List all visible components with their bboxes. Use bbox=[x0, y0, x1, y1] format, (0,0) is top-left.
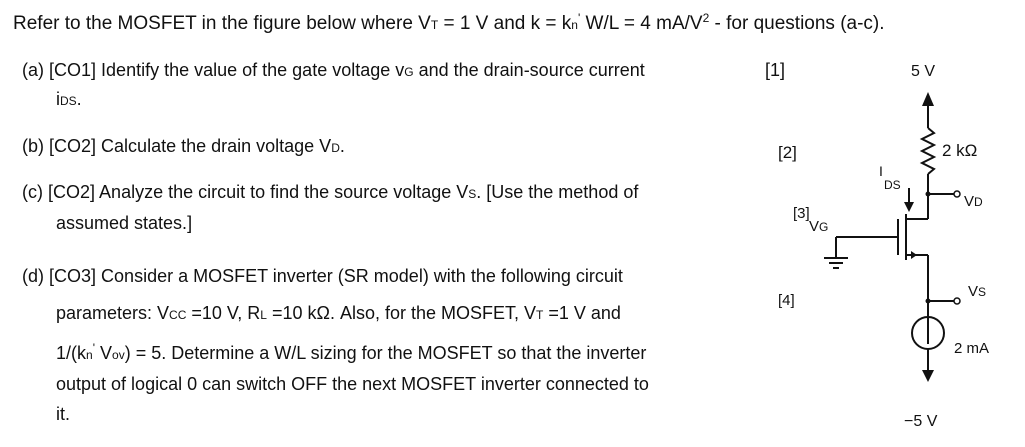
marks-d: [4] bbox=[778, 292, 795, 309]
question-c-line2: assumed states.] bbox=[56, 213, 193, 233]
marks-c: [3] bbox=[793, 205, 810, 222]
question-a-line2: iDS. bbox=[56, 89, 82, 109]
ids-label: I bbox=[879, 163, 883, 179]
drain-node bbox=[926, 192, 931, 197]
question-d-line4: output of logical 0 can switch OFF the next MOSFET inverter connected to bbox=[56, 374, 649, 394]
resistor-label: 2 kΩ bbox=[942, 141, 978, 160]
source-node bbox=[926, 299, 931, 304]
question-d: (d) [CO3] Consider a MOSFET inverter (SR model) with the following circuit bbox=[22, 266, 623, 286]
vdd-label: 5 V bbox=[911, 63, 936, 80]
ids-sub-label: DS bbox=[884, 178, 901, 192]
marks-b: [2] bbox=[778, 143, 797, 162]
supply-arrow-head bbox=[922, 92, 934, 106]
question-c: (c) [CO2] Analyze the circuit to find the source voltage VS. [Use the method of bbox=[22, 182, 639, 202]
question-d-line5: it. bbox=[56, 404, 71, 424]
vd-terminal bbox=[954, 191, 960, 197]
vd-label: VD bbox=[964, 193, 983, 210]
marks-a: [1] bbox=[765, 60, 786, 80]
vs-terminal bbox=[954, 298, 960, 304]
vss-label: −5 V bbox=[904, 413, 938, 430]
vss-arrow-head bbox=[922, 370, 934, 382]
vg-label: VG bbox=[809, 218, 829, 235]
source-arrow-head bbox=[911, 251, 917, 259]
ids-arrow-head bbox=[904, 202, 914, 212]
current-source-label: 2 mA bbox=[954, 340, 990, 357]
resistor-symbol bbox=[922, 128, 934, 174]
question-d-line3: 1/(kn' Vov) = 5. Determine a W/L sizing for the MOSFET so that the inverter bbox=[56, 341, 647, 363]
question-b: (b) [CO2] Calculate the drain voltage VD. bbox=[22, 136, 345, 156]
problem-header: Refer to the MOSFET in the figure below where VT = 1 V and k = kn' W/L = 4 $mA/V^2$ - for questions (a-c). bbox=[13, 11, 885, 34]
question-d-line2: parameters: VCC =10 V, RL =10 kΩ. Also, for the MOSFET, VT =1 V and bbox=[56, 303, 621, 323]
question-a: (a) [CO1] Identify the value of the gate voltage vG and the drain-source current bbox=[22, 60, 645, 80]
vs-label: VS bbox=[968, 283, 987, 300]
